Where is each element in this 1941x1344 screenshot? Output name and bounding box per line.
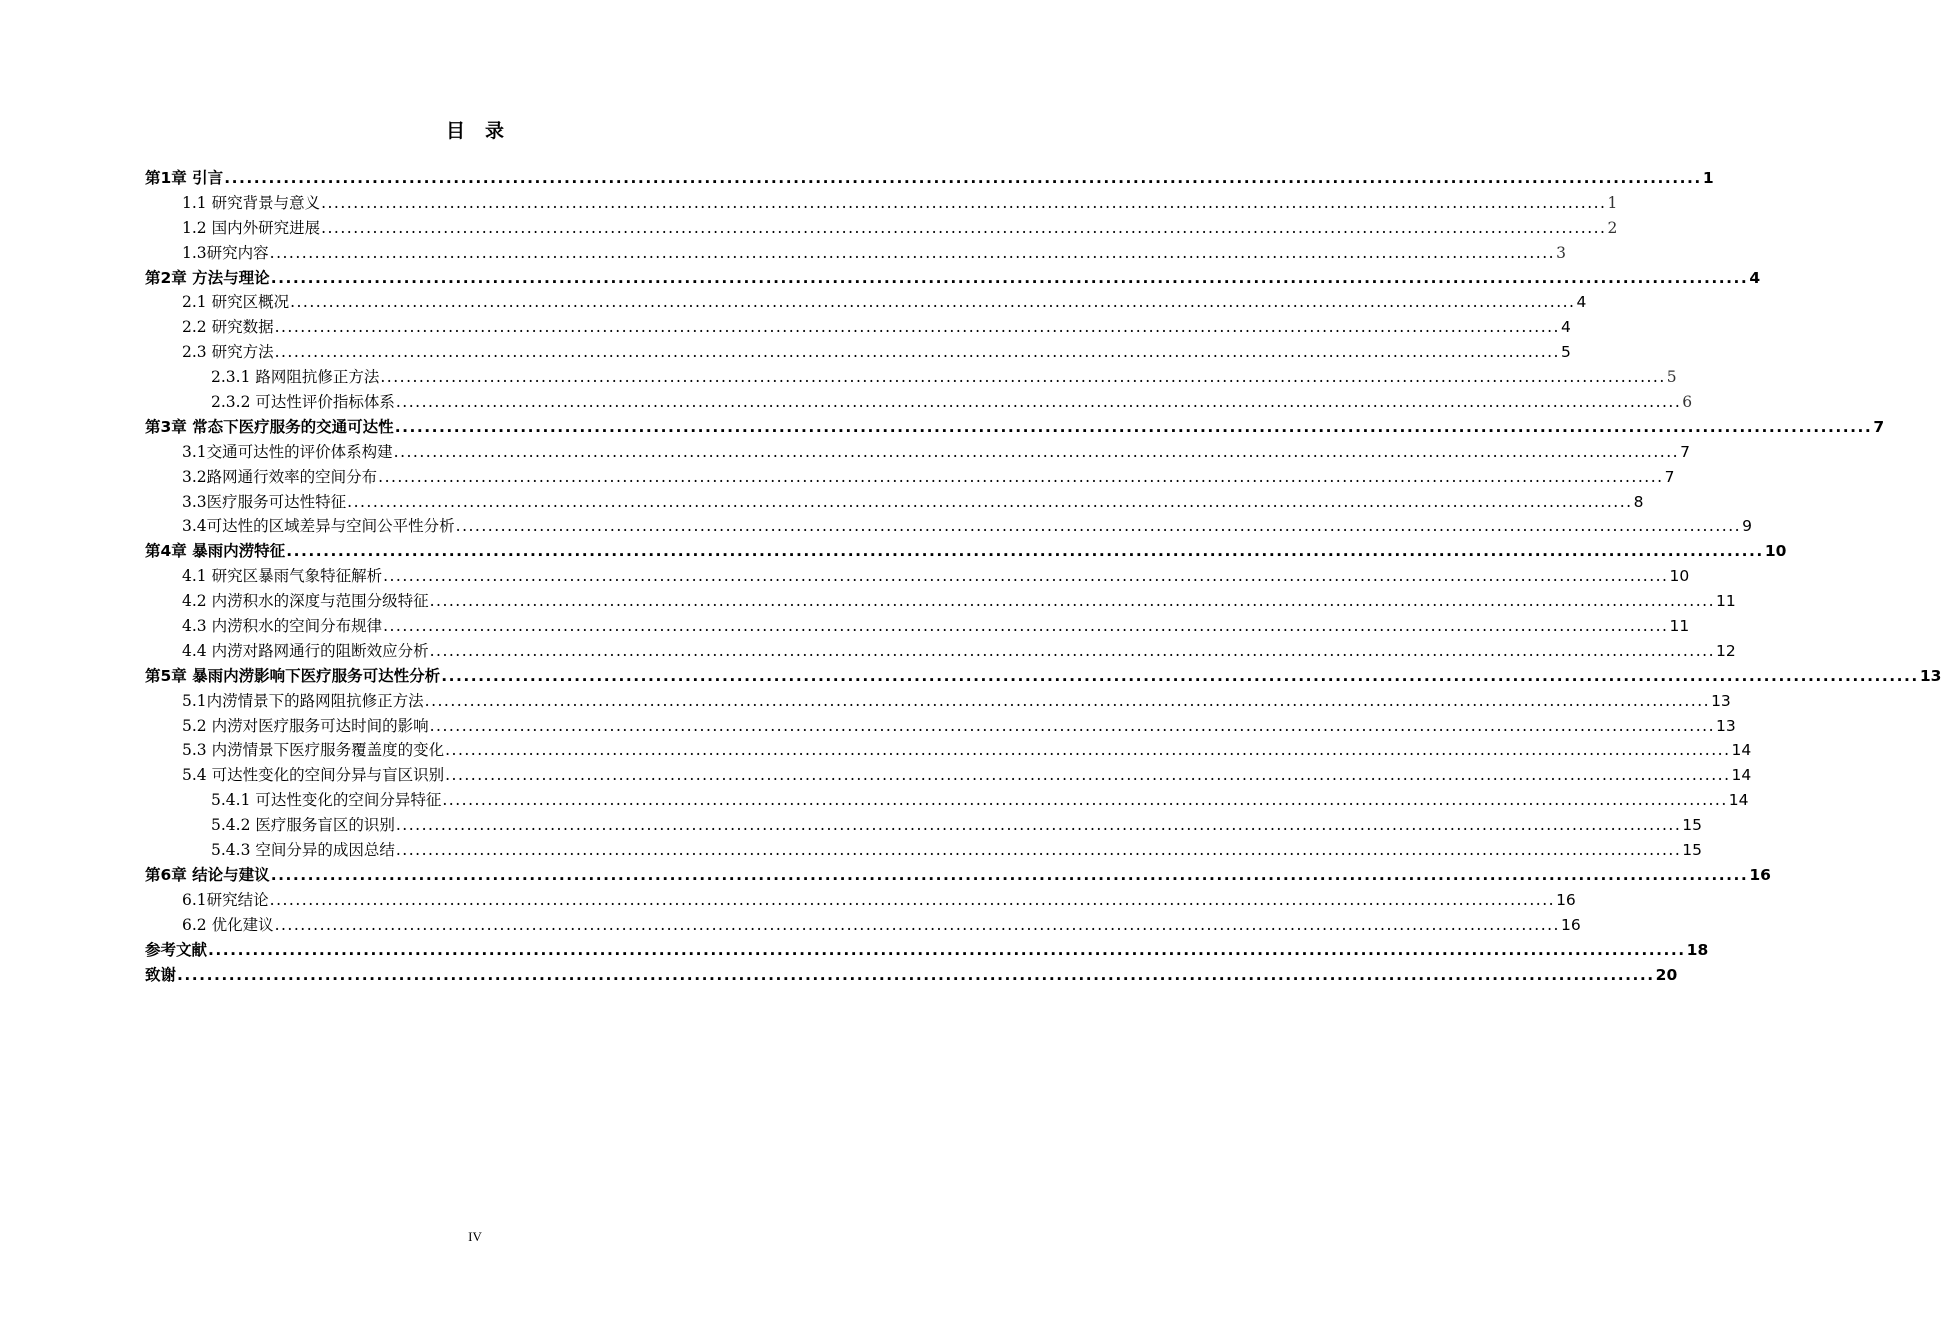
toc-entry[interactable] (145, 788, 1749, 813)
toc-entry[interactable] (145, 738, 1752, 763)
toc-dot-leader: ........................................................................................................................................................................................................ (429, 716, 1715, 735)
toc-dot-leader: ........................................................................................................................................................................................................ (380, 368, 1666, 387)
toc-dot-leader: ........................................................................................................................................................................................................ (429, 592, 1715, 611)
toc-entry[interactable] (145, 266, 1761, 291)
toc-dot-leader: ........................................................................................................................................................................................................ (424, 691, 1711, 710)
toc-entry-page: 13 (1716, 716, 1736, 735)
toc-entry-label: 5.4 可达性变化的空间分异与盲区识别 (182, 766, 445, 785)
toc-entry[interactable] (145, 888, 1576, 913)
toc-entry-label: 2.3.1 路网阻抗修正方法 (211, 368, 380, 387)
toc-dot-leader: ........................................................................................................................................................................................................ (269, 890, 1556, 909)
toc-entry-label: 1.1 研究背景与意义 (182, 193, 321, 212)
toc-entry[interactable] (145, 813, 1703, 838)
toc-entry-page: 4 (1560, 318, 1571, 337)
toc-entry-page: 7 (1873, 417, 1885, 436)
toc-entry[interactable] (145, 390, 1693, 415)
toc-entry-label: 第6章 结论与建议 (145, 865, 270, 884)
toc-entry[interactable] (145, 863, 1771, 888)
page-number-footer: IV (468, 1229, 482, 1244)
toc-entry[interactable] (145, 963, 1678, 988)
toc-entry-label: 5.4.1 可达性变化的空间分异特征 (211, 791, 442, 810)
toc-entry[interactable] (145, 614, 1690, 639)
toc-dot-leader: ........................................................................................................................................................................................................ (395, 841, 1682, 860)
toc-entry-label: 参考文献 (145, 940, 208, 959)
toc-entry-label: 3.1交通可达性的评价体系构建 (182, 442, 393, 461)
toc-entry[interactable] (145, 241, 1566, 266)
toc-entry-label: 致谢 (145, 965, 177, 984)
toc-dot-leader: ........................................................................................................................................................................................................ (445, 766, 1731, 785)
toc-entry-page: 4 (1749, 268, 1761, 287)
toc-entry[interactable] (145, 166, 1714, 191)
toc-entry[interactable] (145, 714, 1736, 739)
toc-entry-label: 4.2 内涝积水的深度与范围分级特征 (182, 592, 429, 611)
toc-entry[interactable] (145, 539, 1787, 564)
toc-entry[interactable] (145, 938, 1709, 963)
toc-entry[interactable] (145, 216, 1618, 241)
toc-entry-page: 16 (1560, 915, 1581, 934)
toc-entry-page: 8 (1633, 492, 1644, 511)
toc-entry[interactable] (145, 664, 1941, 689)
toc-entry-label: 5.2 内涝对医疗服务可达时间的影响 (182, 716, 429, 735)
toc-dot-leader: ........................................................................................................................................................................................................ (442, 791, 1728, 810)
toc-entry-page: 13 (1919, 666, 1941, 685)
toc-dot-leader: ........................................................................................................................................................................................................ (378, 467, 1664, 486)
toc-entry-label: 5.3 内涝情景下医疗服务覆盖度的变化 (182, 741, 445, 760)
toc-entry-label: 1.3研究内容 (182, 243, 269, 262)
toc-entry-label: 第5章 暴雨内涝影响下医疗服务可达性分析 (145, 666, 441, 685)
toc-entry-page: 15 (1682, 816, 1703, 835)
toc-entry-page: 14 (1731, 741, 1752, 760)
toc-dot-leader: ........................................................................................................................................................................................................ (270, 865, 1749, 884)
toc-entry-page: 1 (1702, 169, 1714, 187)
toc-entry-page: 5 (1560, 343, 1571, 362)
toc-entry-page: 7 (1680, 442, 1690, 461)
toc-dot-leader: ........................................................................................................................................................................................................ (208, 940, 1686, 959)
toc-entry-page: 2 (1607, 218, 1618, 237)
toc-entry-page: 4 (1576, 293, 1587, 312)
toc-entry-page: 10 (1764, 542, 1787, 561)
toc-entry[interactable] (145, 838, 1703, 863)
toc-entry-page: 3 (1556, 243, 1566, 262)
toc-entry[interactable] (145, 490, 1644, 515)
toc-dot-leader: ........................................................................................................................................................................................................ (347, 492, 1633, 511)
toc-dot-leader: ........................................................................................................................................................................................................ (441, 666, 1919, 685)
toc-entry-label: 3.2路网通行效率的空间分布 (182, 467, 378, 486)
toc-entry[interactable] (145, 689, 1731, 714)
toc-dot-leader: ........................................................................................................................................................................................................ (321, 193, 1607, 212)
toc-entry-label: 2.3 研究方法 (182, 343, 274, 362)
toc-entry[interactable] (145, 913, 1581, 938)
table-of-contents (145, 166, 1941, 987)
toc-entry-label: 4.1 研究区暴雨气象特征解析 (182, 567, 383, 586)
page-title: 目录 (445, 120, 524, 142)
toc-entry-page: 14 (1731, 766, 1752, 785)
toc-dot-leader: ........................................................................................................................................................................................................ (455, 517, 1742, 536)
toc-entry[interactable] (145, 415, 1885, 440)
toc-entry-label: 4.3 内涝积水的空间分布规律 (182, 617, 383, 636)
toc-entry-label: 第2章 方法与理论 (145, 268, 270, 287)
toc-dot-leader: ........................................................................................................................................................................................................ (394, 417, 1873, 436)
toc-dot-leader: ........................................................................................................................................................................................................ (224, 169, 1702, 187)
toc-entry-label: 3.4可达性的区域差异与空间公平性分析 (182, 517, 455, 536)
toc-entry-page: 7 (1664, 467, 1675, 486)
toc-entry-page: 13 (1711, 691, 1731, 710)
toc-dot-leader: ........................................................................................................................................................................................................ (393, 442, 1680, 461)
toc-dot-leader: ........................................................................................................................................................................................................ (445, 741, 1731, 760)
toc-entry-label: 2.2 研究数据 (182, 318, 274, 337)
toc-entry-label: 6.2 优化建议 (182, 915, 274, 934)
toc-entry-label: 2.1 研究区概况 (182, 293, 290, 312)
toc-entry-page: 10 (1669, 567, 1690, 586)
toc-entry[interactable] (145, 440, 1690, 465)
toc-entry-label: 5.4.3 空间分异的成因总结 (211, 841, 395, 860)
toc-dot-leader: ........................................................................................................................................................................................................ (286, 542, 1764, 561)
toc-entry-label: 5.1内涝情景下的路网阻抗修正方法 (182, 691, 424, 710)
toc-entry-page: 14 (1728, 791, 1749, 810)
toc-dot-leader: ........................................................................................................................................................................................................ (395, 816, 1682, 835)
toc-entry[interactable] (145, 340, 1571, 365)
toc-dot-leader: ........................................................................................................................................................................................................ (274, 343, 1560, 362)
toc-dot-leader: ........................................................................................................................................................................................................ (274, 915, 1560, 934)
toc-entry-page: 18 (1686, 940, 1709, 959)
toc-entry-page: 20 (1655, 965, 1678, 984)
toc-dot-leader: ........................................................................................................................................................................................................ (269, 243, 1556, 262)
toc-entry-page: 11 (1716, 592, 1736, 611)
toc-entry[interactable] (145, 589, 1736, 614)
toc-dot-leader: ........................................................................................................................................................................................................ (383, 567, 1669, 586)
toc-entry-page: 6 (1682, 393, 1693, 412)
toc-dot-leader: ........................................................................................................................................................................................................ (395, 393, 1682, 412)
toc-entry-label: 5.4.2 医疗服务盲区的识别 (211, 816, 395, 835)
toc-entry[interactable] (145, 465, 1675, 490)
toc-entry-page: 1 (1607, 193, 1618, 212)
toc-entry-label: 4.4 内涝对路网通行的阻断效应分析 (182, 641, 429, 660)
toc-entry-page: 9 (1742, 517, 1752, 536)
toc-entry[interactable] (145, 191, 1618, 216)
toc-entry[interactable] (145, 315, 1571, 340)
toc-entry-label: 第1章 引言 (145, 169, 224, 187)
toc-entry[interactable] (145, 564, 1690, 589)
toc-entry-label: 1.2 国内外研究进展 (182, 218, 321, 237)
toc-entry-label: 3.3医疗服务可达性特征 (182, 492, 347, 511)
toc-entry[interactable] (145, 290, 1587, 315)
toc-entry-page: 12 (1716, 641, 1736, 660)
toc-dot-leader: ........................................................................................................................................................................................................ (383, 617, 1669, 636)
toc-entry-page: 11 (1669, 617, 1690, 636)
toc-dot-leader: ........................................................................................................................................................................................................ (270, 268, 1749, 287)
toc-entry-page: 16 (1556, 890, 1576, 909)
toc-entry[interactable] (145, 639, 1736, 664)
toc-entry-label: 2.3.2 可达性评价指标体系 (211, 393, 395, 412)
toc-dot-leader: ........................................................................................................................................................................................................ (290, 293, 1576, 312)
toc-entry[interactable] (145, 365, 1677, 390)
toc-dot-leader: ........................................................................................................................................................................................................ (321, 218, 1607, 237)
toc-entry[interactable] (145, 514, 1752, 539)
toc-entry-page: 15 (1682, 841, 1703, 860)
toc-entry-label: 6.1研究结论 (182, 890, 269, 909)
toc-dot-leader: ........................................................................................................................................................................................................ (177, 965, 1655, 984)
toc-entry-label: 第4章 暴雨内涝特征 (145, 542, 286, 561)
toc-entry-label: 第3章 常态下医疗服务的交通可达性 (145, 417, 394, 436)
toc-dot-leader: ........................................................................................................................................................................................................ (274, 318, 1560, 337)
toc-entry-page: 16 (1749, 865, 1771, 884)
toc-dot-leader: ........................................................................................................................................................................................................ (429, 641, 1715, 660)
toc-entry-page: 5 (1666, 368, 1677, 387)
toc-entry[interactable] (145, 763, 1752, 788)
